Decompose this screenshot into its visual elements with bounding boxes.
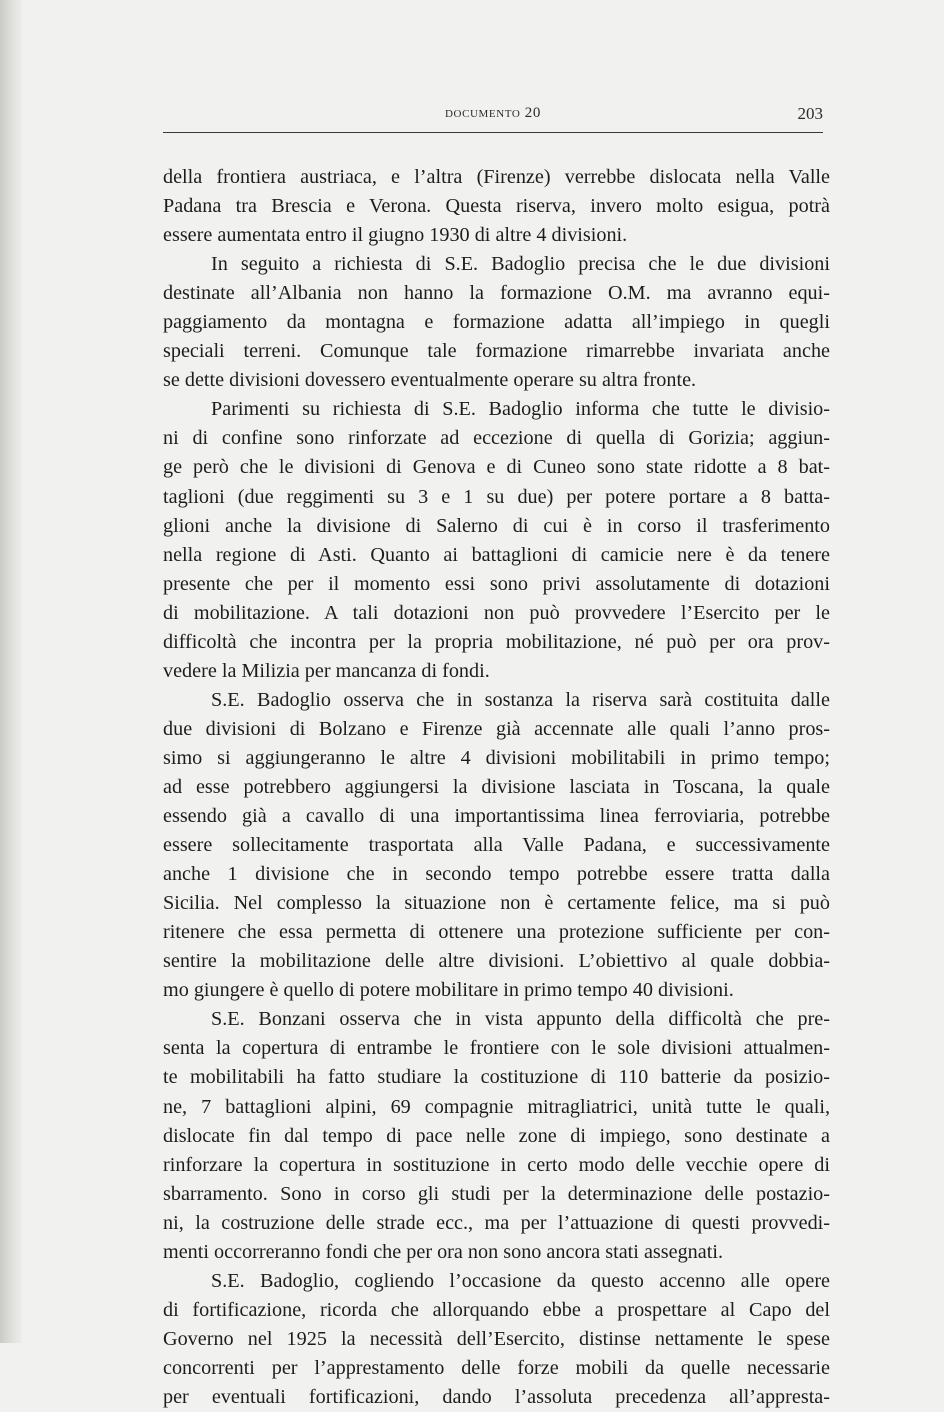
text-line: presente che per il momento essi sono privi assolutamente di dotazioni — [163, 572, 830, 595]
text-line: nella regione di Asti. Quanto ai battaglioni di camicie nere è da tenere — [163, 543, 830, 566]
text-line: di mobilitazione. A tali dotazioni non può provvedere l’Esercito per le — [163, 601, 830, 624]
text-line: ni di confine sono rinforzate ad eccezione di quella di Gorizia; aggiun- — [163, 427, 830, 450]
text-line: ni, la costruzione delle strade ecc., ma per l’attuazione di questi provvedi- — [163, 1211, 830, 1234]
text-line: te mobilitabili ha fatto studiare la costituzione di 110 batterie da posizio- — [163, 1066, 830, 1089]
text-line: ge però che le divisioni di Genova e di Cuneo sono state ridotte a 8 bat- — [163, 456, 830, 479]
text-line: Parimenti su richiesta di S.E. Badoglio informa che tutte le divisio- — [211, 398, 830, 421]
text-line: menti occorreranno fondi che per ora non sono ancora stati assegnati. — [163, 1240, 723, 1263]
text-line: glioni anche la divisione di Salerno di cui è in corso il trasferimento — [163, 514, 830, 537]
text-line: essere sollecitamente trasportata alla Valle Padana, e successivamente — [163, 834, 830, 857]
text-line: vedere la Milizia per mancanza di fondi. — [163, 659, 490, 682]
text-line: In seguito a richiesta di S.E. Badoglio precisa che le due divisioni — [211, 253, 830, 276]
text-line: Sicilia. Nel complesso la situazione non è certamente felice, ma si può — [163, 892, 830, 915]
text-line: rinforzare la copertura in sostituzione in certo modo delle vecchie opere di — [163, 1153, 830, 1176]
text-line: essendo già a cavallo di una importantissima linea ferroviaria, potrebbe — [163, 805, 830, 828]
page-number: 203 — [797, 104, 823, 123]
text-line: S.E. Badoglio osserva che in sostanza la riserva sarà costituita dalle — [211, 688, 830, 711]
text-line: S.E. Badoglio, cogliendo l’occasione da questo accenno alle opere — [211, 1269, 830, 1292]
text-line: dislocate fin dal tempo di pace nelle zone di impiego, sono destinate a — [163, 1124, 830, 1147]
text-line: difficoltà che incontra per la propria mobilitazione, né può per ora prov- — [163, 630, 830, 653]
text-line: taglioni (due reggimenti su 3 e 1 su due) per potere portare a 8 batta- — [163, 485, 830, 508]
text-line: della frontiera austriaca, e l’altra (Firenze) verrebbe dislocata nella Valle — [163, 166, 830, 188]
text-line: di fortificazione, ricorda che allorquando ebbe a prospettare al Capo del — [163, 1298, 830, 1321]
text-line: ritenere che essa permetta di ottenere una protezione sufficiente per con- — [163, 921, 830, 944]
text-line: ad esse potrebbero aggiungersi la divisione lasciata in Toscana, la quale — [163, 775, 830, 798]
text-line: Padana tra Brescia e Verona. Questa riserva, invero molto esigua, potrà — [163, 195, 830, 218]
text-line: sentire la mobilitazione delle altre divisioni. L’obiettivo al quale dobbia- — [163, 950, 830, 973]
text-line: destinate all’Albania non hanno la formazione O.M. ma avranno equi- — [163, 282, 830, 305]
text-line: se dette divisioni dovessero eventualmente operare su altra fronte. — [163, 369, 697, 392]
text-line: Governo nel 1925 la necessità dell’Esercito, distinse nettamente le spese — [163, 1327, 830, 1350]
text-line: ne, 7 battaglioni alpini, 69 compagnie mitragliatrici, unità tutte le quali, — [163, 1095, 830, 1118]
page-spine-shadow — [0, 0, 22, 1343]
text-line: due divisioni di Bolzano e Firenze già accennate alle quali l’anno pros- — [163, 717, 830, 740]
text-line: sbarramento. Sono in corso gli studi per la determinazione delle postazio- — [163, 1182, 830, 1205]
body-text — [163, 163, 830, 1412]
page-header — [163, 102, 823, 133]
text-line: simo si aggiungeranno le altre 4 divisioni mobilitabili in primo tempo; — [163, 746, 830, 769]
text-line: speciali terreni. Comunque tale formazione rimarrebbe invariata anche — [163, 340, 830, 363]
text-line: per eventuali fortificazioni, dando l’assoluta precedenza all’appresta- — [163, 1385, 830, 1408]
running-head: documento 20 — [444, 105, 542, 121]
text-line: senta la copertura di entrambe le frontiere con le sole divisioni attualmen- — [163, 1037, 830, 1060]
text-line: concorrenti per l’apprestamento delle forze mobili da quelle necessarie — [163, 1356, 830, 1379]
text-line: S.E. Bonzani osserva che in vista appunto della difficoltà che pre- — [211, 1008, 830, 1031]
text-line: essere aumentata entro il giugno 1930 di altre 4 divisioni. — [163, 224, 628, 247]
text-line: anche 1 divisione che in secondo tempo potrebbe essere tratta dalla — [163, 863, 830, 886]
text-line: paggiamento da montagna e formazione adatta all’impiego in quegli — [163, 311, 830, 334]
text-line: mo giungere è quello di potere mobilitare in primo tempo 40 divisioni. — [163, 979, 734, 1002]
